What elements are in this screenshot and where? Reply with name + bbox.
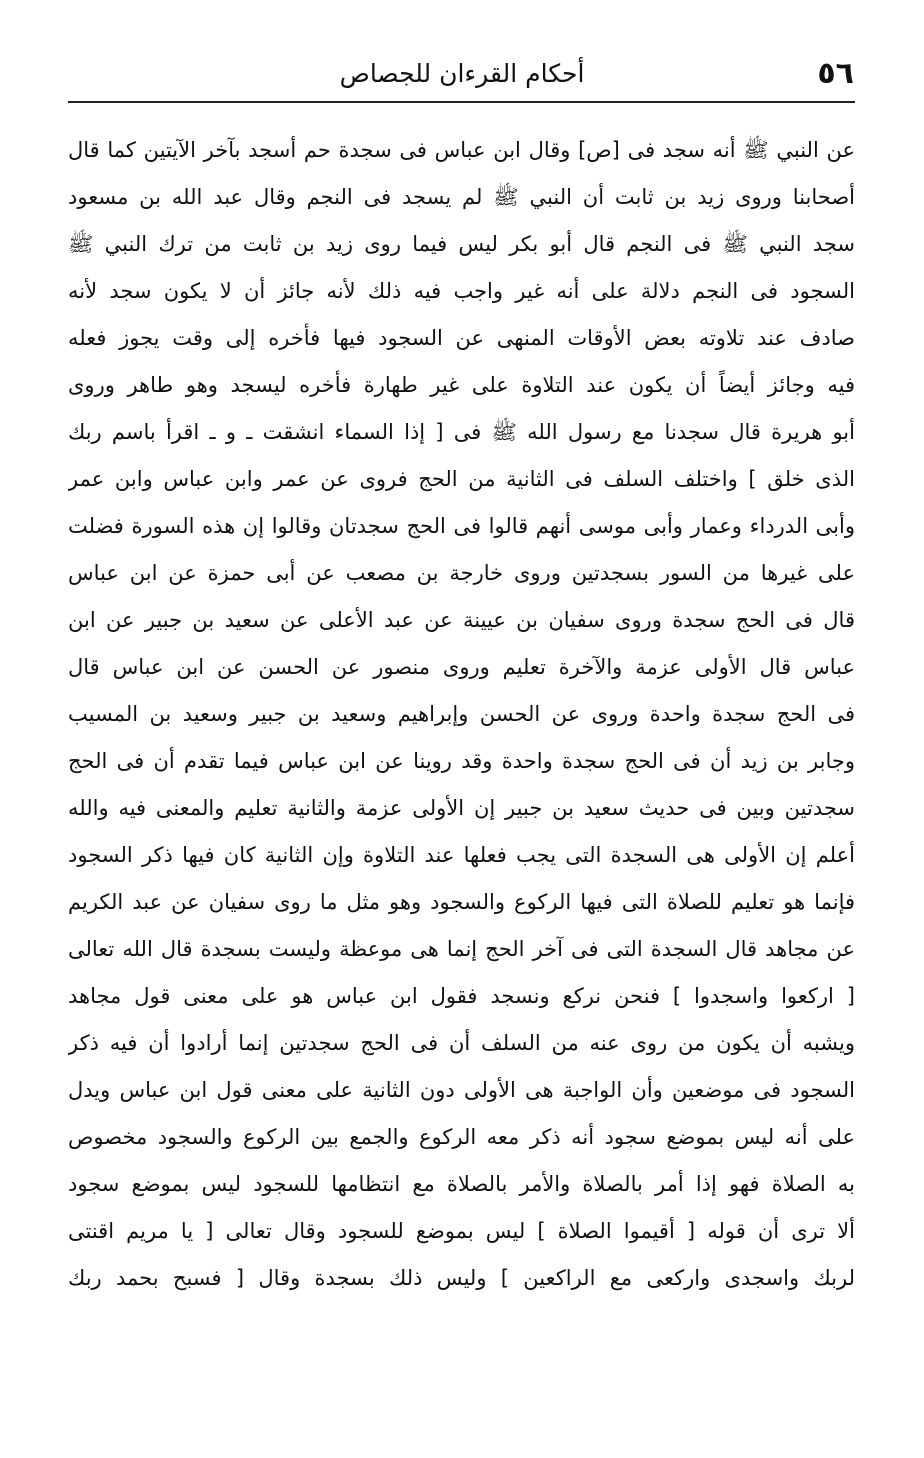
text-line: فإنما هو تعليم للصلاة التى فيها الركوع والسجود وهو مثل ما روى سفيان عن عبد الكريم: [68, 890, 855, 914]
text-line: ألا ترى أن قوله [ أقيموا الصلاة ] ليس بموضع للسجود وقال تعالى [ يا مريم اقنتى: [68, 1219, 855, 1243]
page-header: [70, 52, 854, 96]
text-line: صادف عند تلاوته بعض الأوقات المنهى عن السجود فيها فأخره إلى وقت يجوز فعله: [68, 326, 855, 350]
text-line: على أنه ليس بموضع سجود أنه ذكر معه الركوع والجمع بين الركوع والسجود مخصوص: [68, 1125, 855, 1149]
text-line: [ اركعوا واسجدوا ] فنحن نركع ونسجد فقول ابن عباس هو على معنى قول مجاهد: [68, 984, 855, 1008]
text-line: وأبى الدرداء وعمار وأبى موسى أنهم قالوا فى الحج سجدتان وقالوا إن هذه السورة فضلت: [68, 514, 855, 538]
text-line: عن مجاهد قال السجدة التى فى آخر الحج إنما هى موعظة وليست بسجدة قال الله تعالى: [68, 937, 855, 961]
text-line: أعلم إن الأولى هى السجدة التى يجب فعلها عند التلاوة وإن الثانية كان فيها ذكر السجود: [68, 843, 855, 867]
body-text: [68, 127, 855, 1302]
text-line: عن النبي ﷺ أنه سجد فى [ص] وقال ابن عباس فى سجدة حم أسجد بآخر الآيتين كما قال: [68, 138, 855, 162]
text-line: سجدتين وبين فى حديث سعيد بن جبير إن الأولى عزمة والثانية تعليم والمعنى فيه والله: [68, 796, 855, 820]
running-title: أحكام القرءان للجصاص: [339, 59, 585, 88]
text-line: أبو هريرة قال سجدنا مع رسول الله ﷺ فى [ إذا السماء انشقت ـ و ـ اقرأ باسم ربك: [68, 420, 855, 444]
text-line: على غيرها من السور بسجدتين وروى خارجة بن مصعب عن أبى حمزة عن ابن عباس: [68, 561, 855, 585]
text-line: فى الحج سجدة واحدة وروى عن الحسن وإبراهيم وسعيد بن جبير وسعيد بن المسيب: [68, 702, 855, 726]
text-line: السجود فى النجم دلالة على أنه غير واجب فيه ذلك لأنه جائز أن لا يكون سجد لأنه: [68, 279, 855, 303]
text-line: الذى خلق ] واختلف السلف فى الثانية من الحج فروى عن عمر وابن عباس وابن عمر: [68, 467, 855, 491]
text-line: فيه وجائز أيضاً أن يكون عند التلاوة على غير طهارة فأخره ليسجد وهو طاهر وروى: [68, 373, 855, 397]
page-number: ٥٦: [817, 56, 854, 91]
text-line: أصحابنا وروى زيد بن ثابت أن النبي ﷺ لم يسجد فى النجم وقال عبد الله بن مسعود: [68, 185, 855, 209]
text-line: وجابر بن زيد أن فى الحج سجدة واحدة وقد روينا عن ابن عباس فيما تقدم أن فى الحج: [68, 749, 855, 773]
text-line: لربك واسجدى واركعى مع الراكعين ] وليس ذلك بسجدة وقال [ فسبح بحمد ربك: [68, 1266, 855, 1290]
text-line: ويشبه أن يكون من روى عنه من السلف أن فى الحج سجدتين إنما أرادوا أن فيه ذكر: [68, 1031, 855, 1055]
text-line: قال فى الحج سجدة وروى سفيان بن عيينة عن عبد الأعلى عن سعيد بن جبير عن ابن: [68, 608, 855, 632]
text-line: سجد النبي ﷺ فى النجم قال أبو بكر ليس فيما روى زيد بن ثابت من ترك النبي ﷺ: [68, 232, 855, 256]
text-line: السجود فى موضعين وأن الواجبة هى الأولى دون الثانية على معنى قول ابن عباس ويدل: [68, 1078, 855, 1102]
text-line: عباس قال الأولى عزمة والآخرة تعليم وروى منصور عن الحسن عن ابن عباس قال: [68, 655, 855, 679]
text-line: به الصلاة فهو إذا أمر بالصلاة والأمر بالصلاة مع انتظامها للسجود ليس بموضع سجود: [68, 1172, 855, 1196]
header-divider: [68, 101, 855, 103]
